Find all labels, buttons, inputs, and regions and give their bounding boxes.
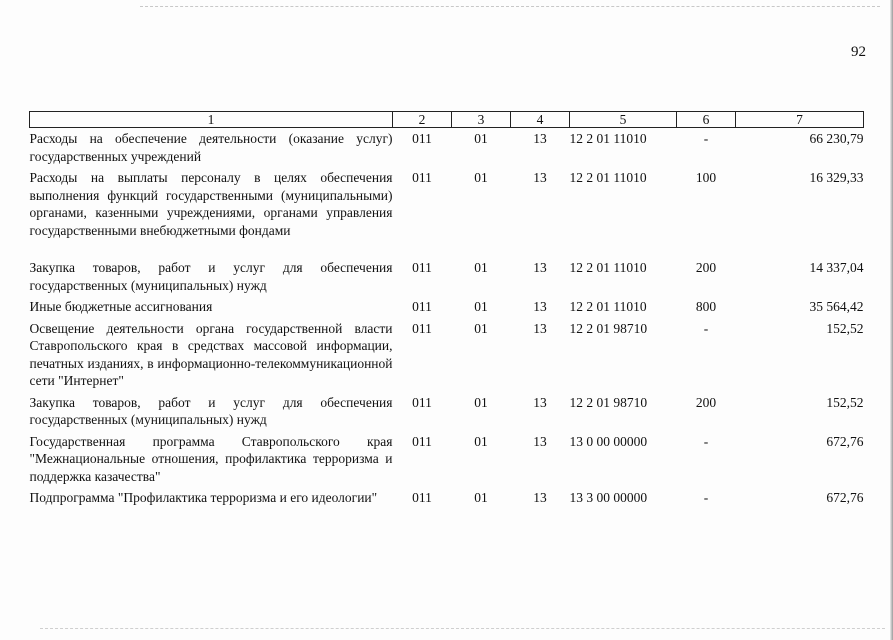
row-ministry-code: 011 — [412, 299, 432, 314]
row-subsection-code: 13 — [533, 394, 547, 410]
table-row — [30, 128, 864, 168]
row-section-code: 01 — [474, 320, 488, 336]
table-body — [30, 128, 864, 509]
row-subsection-code: 13 — [533, 131, 547, 146]
row-expense-type: 200 — [695, 394, 717, 410]
row-name: Закупка товаров, работ и услуг для обеспечения государственных (муниципальных) нужд — [29, 394, 393, 427]
scan-bottom-edge — [40, 628, 885, 629]
row-subsection-code: 13 — [533, 490, 547, 505]
row-section-code: 01 — [474, 490, 488, 505]
row-target-code: 12 2 01 11010 — [569, 260, 647, 275]
column-header-2: 2 — [393, 112, 452, 128]
column-header-7: 7 — [736, 112, 864, 128]
row-amount: 152,52 — [826, 320, 864, 336]
budget-table — [29, 111, 864, 509]
row-name: Освещение деятельности органа государственной власти Ставропольского края в средствах массовой информации, печатных изданиях, в информационно-телекоммуникационной сети "Интернет" — [29, 320, 393, 388]
row-subsection-code: 13 — [533, 260, 547, 275]
column-header-4: 4 — [511, 112, 570, 128]
row-target-code: 12 2 01 11010 — [569, 299, 647, 314]
row-ministry-code: 011 — [412, 490, 432, 505]
row-amount: 152,52 — [826, 394, 864, 410]
table-row — [30, 257, 864, 296]
table-row — [30, 392, 864, 431]
header-row — [30, 112, 864, 128]
row-target-code: 12 2 01 11010 — [569, 170, 647, 185]
table-row — [30, 167, 864, 257]
scan-top-edge — [140, 6, 880, 7]
row-ministry-code: 011 — [412, 394, 432, 410]
row-expense-type: - — [703, 320, 709, 336]
row-target-code: 12 2 01 11010 — [569, 131, 647, 146]
table-row — [30, 296, 864, 318]
row-section-code: 01 — [474, 433, 488, 449]
table-row — [30, 487, 864, 509]
row-name: Иные бюджетные ассигнования — [29, 299, 213, 314]
row-section-code: 01 — [474, 260, 488, 275]
row-ministry-code: 011 — [412, 131, 432, 146]
row-expense-type: - — [703, 433, 709, 449]
column-header-6: 6 — [677, 112, 736, 128]
row-amount: 66 230,79 — [809, 131, 864, 146]
row-ministry-code: 011 — [412, 320, 432, 336]
row-ministry-code: 011 — [412, 433, 432, 449]
row-name: Расходы на обеспечение деятельности (оказание услуг) государственных учреждений — [29, 131, 393, 164]
row-target-code: 12 2 01 98710 — [569, 320, 648, 336]
row-name: Государственная программа Ставропольского края "Межнациональные отношения, профилактика терроризма и поддержка казачества" — [29, 433, 393, 484]
row-subsection-code: 13 — [533, 320, 547, 336]
row-name: Закупка товаров, работ и услуг для обеспечения государственных (муниципальных) нужд — [29, 260, 393, 293]
row-name: Расходы на выплаты персоналу в целях обеспечения выполнения функций государственными (муниципальными) органами, казенными учреждениями, органами управления государственными внебюджетными фондами — [29, 170, 393, 238]
row-target-code: 12 2 01 98710 — [569, 394, 648, 410]
column-header-5: 5 — [570, 112, 677, 128]
row-section-code: 01 — [474, 170, 488, 185]
row-target-code: 13 0 00 00000 — [569, 433, 648, 449]
table-row — [30, 431, 864, 488]
row-subsection-code: 13 — [533, 299, 547, 314]
row-name: Подпрограмма "Профилактика терроризма и его идеологии" — [29, 490, 378, 505]
row-amount: 672,76 — [826, 433, 864, 449]
column-header-1: 1 — [30, 112, 393, 128]
row-expense-type: - — [703, 490, 709, 505]
row-subsection-code: 13 — [533, 433, 547, 449]
row-ministry-code: 011 — [412, 260, 432, 275]
row-amount: 35 564,42 — [809, 299, 864, 314]
row-ministry-code: 011 — [412, 170, 432, 185]
row-expense-type: 800 — [695, 299, 717, 314]
row-target-code: 13 3 00 00000 — [569, 490, 648, 505]
row-amount: 16 329,33 — [809, 170, 864, 185]
row-expense-type: - — [703, 131, 709, 146]
row-amount: 672,76 — [826, 490, 864, 505]
row-section-code: 01 — [474, 131, 488, 146]
row-amount: 14 337,04 — [809, 260, 864, 275]
column-header-3: 3 — [452, 112, 511, 128]
page-number: 92 — [851, 44, 866, 60]
row-section-code: 01 — [474, 299, 488, 314]
row-section-code: 01 — [474, 394, 488, 410]
row-subsection-code: 13 — [533, 170, 547, 185]
row-expense-type: 100 — [695, 170, 717, 185]
table-row — [30, 318, 864, 392]
row-expense-type: 200 — [695, 260, 717, 275]
